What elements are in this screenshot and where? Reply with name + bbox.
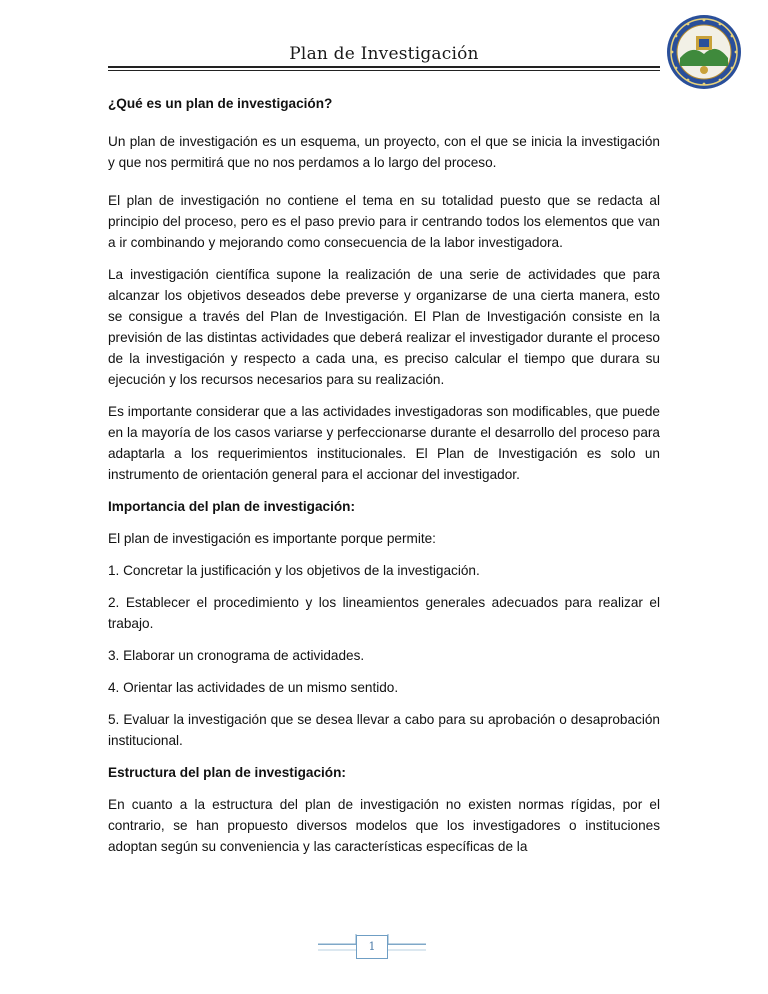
list-item: 5. Evaluar la investigación que se desea llevar a cabo para su aprobación o desaprobación institucional. xyxy=(108,712,660,748)
section-heading-estructura: Estructura del plan de investigación: xyxy=(108,765,346,780)
header-divider xyxy=(108,66,660,68)
paragraph: En cuanto a la estructura del plan de investigación no existen normas rígidas, por el contrario, se han propuesto diversos modelos que los investigadores o instituciones adoptan según su conveniencia y las características específicas de la xyxy=(108,797,660,854)
paragraph: La investigación científica supone la realización de una serie de actividades que para alcanzar los objetivos deseados debe preverse y organizarse de una cierta manera, esto se consigue a través del Plan de Investigación. El Plan de Investigación consiste en la previsión de las distintas actividades que deberá realizar el investigador durante el proceso de la investigación y respecto a cada una, es preciso calcular el tiempo que durara su ejecución y los recursos necesarios para su realización. xyxy=(108,267,660,387)
section-heading-que-es: ¿Qué es un plan de investigación? xyxy=(108,96,333,111)
paragraph: Un plan de investigación es un esquema, un proyecto, con el que se inicia la investigación y que nos permitirá que no nos perdamos a lo largo del proceso. xyxy=(108,134,660,170)
list-item: 3. Elaborar un cronograma de actividades. xyxy=(108,648,365,663)
paragraph: El plan de investigación no contiene el tema en su totalidad puesto que se redacta al principio del proceso, pero es el paso previo para ir centrando todos los elementos que van a ir combinando y mejorando como consecuencia de la labor investigadora. xyxy=(108,193,660,250)
list-item: 4. Orientar las actividades de un mismo sentido. xyxy=(108,680,399,695)
list-item: 1. Concretar la justificación y los objetivos de la investigación. xyxy=(108,563,480,578)
page-number: 1 xyxy=(356,935,388,959)
page-footer xyxy=(0,928,768,972)
footer-tab-left xyxy=(318,928,358,964)
paragraph: El plan de investigación es importante porque permite: xyxy=(108,531,436,546)
list-item: 2. Establecer el procedimiento y los lineamientos generales adecuados para realizar el trabajo. xyxy=(108,595,660,631)
document-body xyxy=(108,93,660,868)
page-header-title: Plan de Investigación xyxy=(289,44,479,64)
paragraph: Es importante considerar que a las actividades investigadoras son modificables, que puede en la mayoría de los casos variarse y perfeccionarse durante el desarrollo del proceso para adaptarla a los requerimientos institucionales. El Plan de Investigación es solo un instrumento de orientación general para el accionar del investigador. xyxy=(108,404,660,482)
section-heading-importancia: Importancia del plan de investigación: xyxy=(108,499,356,514)
university-seal-icon xyxy=(666,14,742,90)
header-divider-thin xyxy=(108,70,660,71)
footer-tab-right xyxy=(386,928,426,964)
